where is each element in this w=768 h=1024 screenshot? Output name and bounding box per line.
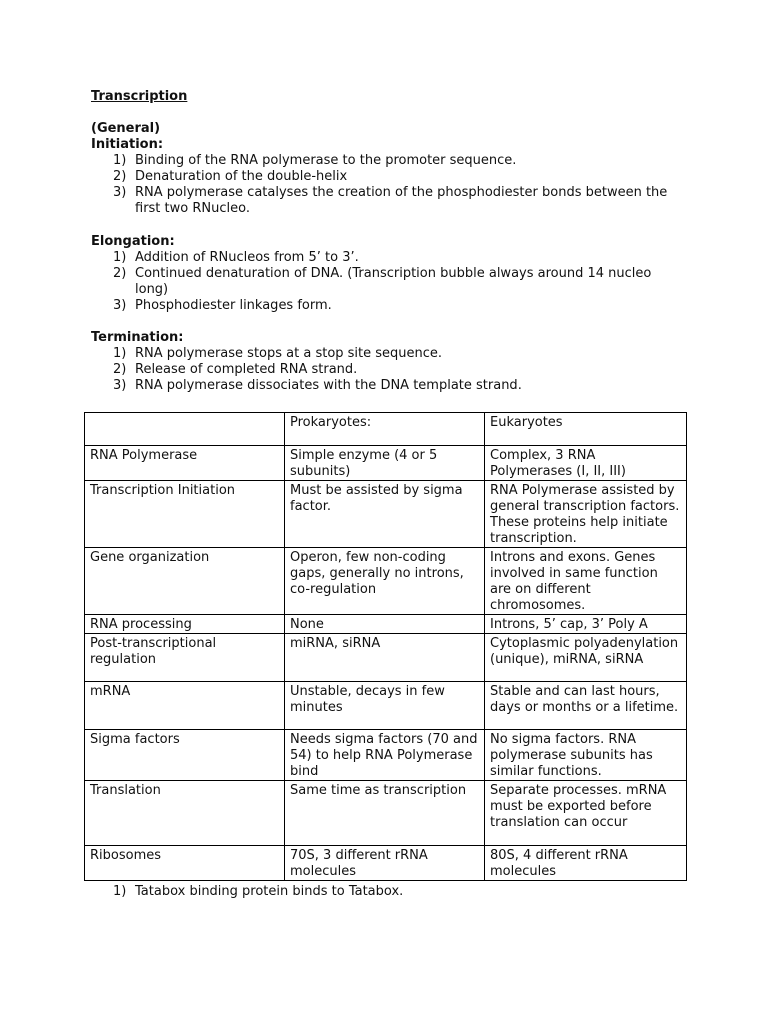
table-row (85, 781, 687, 846)
table-cell: Post-transcriptional regulation (85, 634, 285, 682)
footer-list (113, 884, 683, 900)
table-cell: Separate processes. mRNA must be exported before translation can occur (485, 781, 687, 846)
table-cell: Cytoplasmic polyadenylation (unique), miRNA, siRNA (485, 634, 687, 682)
table-cell: Gene organization (85, 548, 285, 615)
table-cell: Simple enzyme (4 or 5 subunits) (285, 446, 485, 481)
table-row (85, 634, 687, 682)
list-item: 1) RNA polymerase stops at a stop site sequence. (113, 346, 443, 361)
table-cell: Introns, 5’ cap, 3’ Poly A (485, 615, 687, 634)
table-header-cell: Prokaryotes: (285, 413, 485, 446)
table-cell: RNA processing (85, 615, 285, 634)
list-item: 3) RNA polymerase dissociates with the DNA template strand. (113, 378, 522, 393)
list-item: 1) Binding of the RNA polymerase to the promoter sequence. (113, 153, 517, 168)
list-item: 1) Addition of RNucleos from 5’ to 3’. (113, 250, 359, 265)
table-cell: Complex, 3 RNA Polymerases (I, II, III) (485, 446, 687, 481)
list-item: 2) Release of completed RNA strand. (113, 362, 358, 377)
table-row (85, 548, 687, 615)
table-cell: Introns and exons. Genes involved in same function are on different chromosomes. (485, 548, 687, 615)
table-cell: Operon, few non-coding gaps, generally no introns, co-regulation (285, 548, 485, 615)
table-cell: Needs sigma factors (70 and 54) to help RNA Polymerase bind (285, 730, 485, 781)
elongation-list (113, 250, 683, 314)
comparison-table (84, 412, 687, 881)
elongation-heading: Elongation: (91, 234, 175, 249)
table-cell: Stable and can last hours, days or months or a lifetime. (485, 682, 687, 730)
table-header-cell: Eukaryotes (485, 413, 687, 446)
table-row (85, 730, 687, 781)
table-cell: miRNA, siRNA (285, 634, 485, 682)
table-cell: RNA Polymerase assisted by general transcription factors. These proteins help initiate transcription. (485, 481, 687, 548)
table-cell: Ribosomes (85, 846, 285, 881)
table-row (85, 682, 687, 730)
table-cell: Transcription Initiation (85, 481, 285, 548)
general-label: (General) (91, 121, 161, 136)
table-row (85, 481, 687, 548)
table-cell: None (285, 615, 485, 634)
table-header-row (85, 413, 687, 446)
initiation-heading: Initiation: (91, 137, 164, 152)
table-row (85, 846, 687, 881)
table-cell: Same time as transcription (285, 781, 485, 846)
termination-heading: Termination: (91, 330, 184, 345)
table-cell: mRNA (85, 682, 285, 730)
initiation-list (113, 153, 683, 217)
table-header-cell (85, 413, 285, 446)
list-item: 1) Tatabox binding protein binds to Tatabox. (113, 884, 404, 899)
list-item: 3) Phosphodiester linkages form. (113, 298, 332, 313)
table-cell: Must be assisted by sigma factor. (285, 481, 485, 548)
list-item: 2) Denaturation of the double-helix (113, 169, 348, 184)
table-cell: Translation (85, 781, 285, 846)
table-row (85, 446, 687, 481)
table-cell: Sigma factors (85, 730, 285, 781)
table-cell: Unstable, decays in few minutes (285, 682, 485, 730)
table-cell: No sigma factors. RNA polymerase subunits has similar functions. (485, 730, 687, 781)
list-item: 2) Continued denaturation of DNA. (Transcription bubble always around 14 nucleo long) (113, 266, 652, 297)
table-cell: 70S, 3 different rRNA molecules (285, 846, 485, 881)
table-cell: RNA Polymerase (85, 446, 285, 481)
list-item: 3) RNA polymerase catalyses the creation of the phosphodiester bonds between the first two RNucleo. (113, 185, 668, 216)
page-title: Transcription (91, 89, 188, 104)
table-row (85, 615, 687, 634)
termination-list (113, 346, 683, 394)
table-cell: 80S, 4 different rRNA molecules (485, 846, 687, 881)
